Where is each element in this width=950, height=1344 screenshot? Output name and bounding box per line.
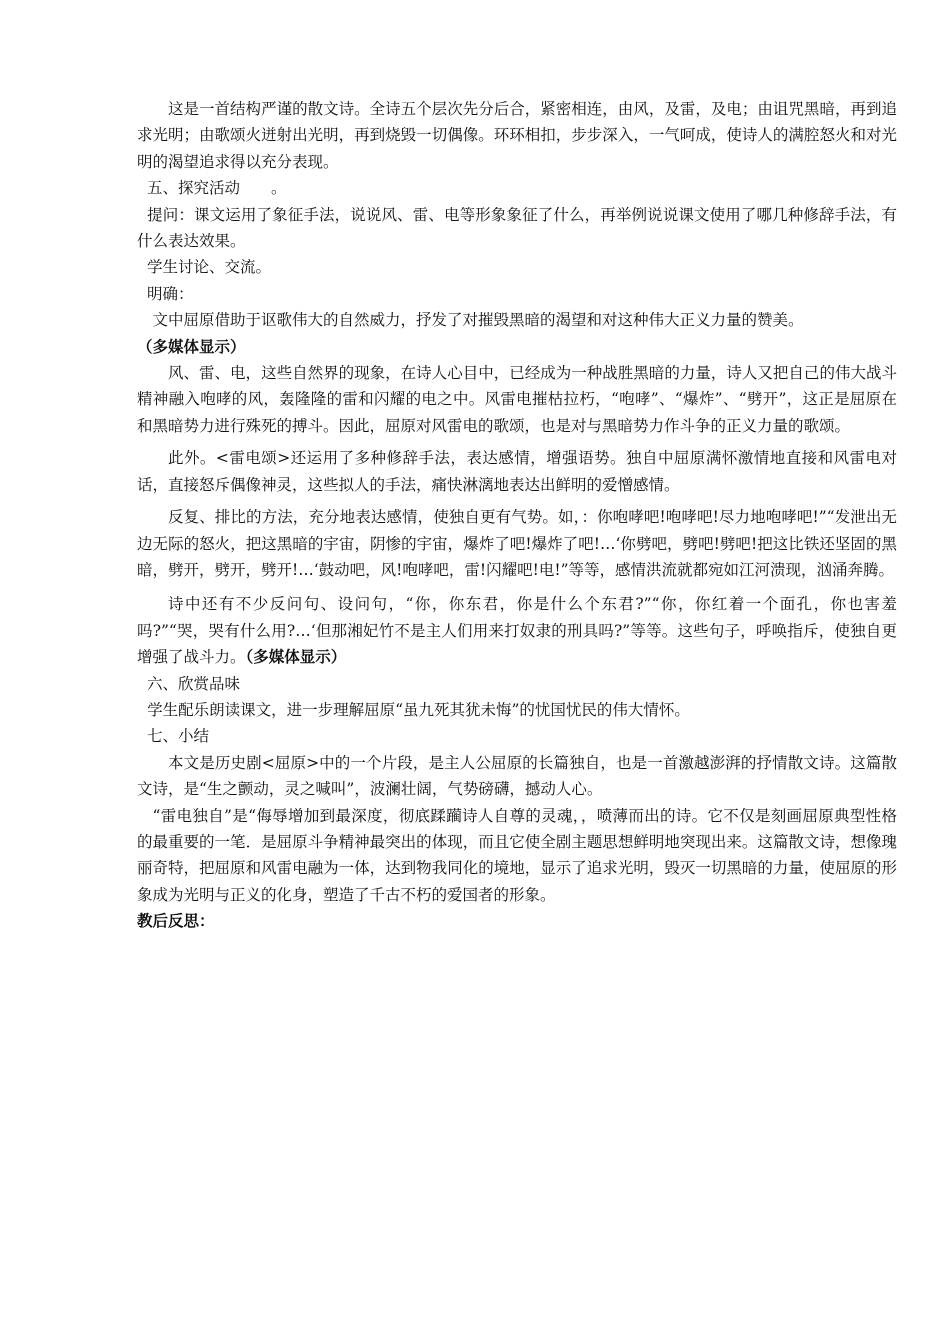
paragraph-structure: 这是一首结构严谨的散文诗。全诗五个层次先分后合，紧密相连，由风，及雷，及电；由诅咒黑暗，再到追求光明；由歌颂火迸射出光明，再到烧毁一切偶像。环环相扣，步步深入，一气呵成，使诗人的满腔怒火和对光明的渴望追求得以充分表现。 bbox=[137, 100, 897, 171]
paragraph-questions-text: 诗中还有不少反问句、设问句，“你，你东君，你是什么个东君?”“你，你红着一个面孔，你也害羞吗?”“哭，哭有什么用?…‘但那湘妃竹不是主人们用来打奴隶的刑具吗?”等等。这些句子，呼唤指斥，使独自更增强了战斗力。 bbox=[137, 595, 897, 667]
section-heading-explore: 五、探究活动 。 bbox=[147, 179, 287, 198]
paragraph-rhetoric: 此外。<雷电颂>还运用了多种修辞手法，表达感情，增强语势。独自中屈原满怀激情地直接和风雷电对话，直接怒斥偶像神灵，这些拟人的手法，痛快淋漓地表达出鲜明的爱憎感情。 bbox=[137, 449, 897, 494]
multimedia-display-label-2: （多媒体显示） bbox=[245, 648, 347, 667]
paragraph-thunder-soliloquy: “雷电独自”是“侮辱增加到最深度，彻底蹂躏诗人自尊的灵魂，，喷薄而出的诗。它不仅是刻画屈原典型性格的最重要的一笔．是屈原斗争精神最突出的体现，而且它使全剧主题思想鲜明地突现出来。这篇散文诗，想像瑰丽奇特，把屈原和风雷电融为一体，达到物我同化的境地，显示了追求光明，毁灭一切黑暗的力量，使屈原的形象成为光明与正义的化身，塑造了千古不朽的爱国者的形象。 bbox=[137, 806, 897, 904]
paragraph-questions bbox=[137, 591, 897, 670]
paragraph-discussion: 学生讨论、交流。 bbox=[147, 258, 272, 277]
paragraph-wind-thunder-lightning: 风、雷、电，这些自然界的现象，在诗人心目中，已经成为一种战胜黑暗的力量，诗人又把自己的伟大战斗精神融入咆哮的风，轰隆隆的雷和闪耀的电之中。风雷电摧枯拉朽，“咆哮”、“爆炸”、“劈开”，这正是屈原在和黑暗势力进行殊死的搏斗。因此，屈原对风雷电的歌颂，也是对与黑暗势力作斗争的正义力量的歌颂。 bbox=[137, 364, 897, 435]
paragraph-reading: 学生配乐朗读课文，进一步理解屈原“虽九死其犹未悔”的忧国忧民的伟大情怀。 bbox=[147, 700, 690, 719]
paragraph-clarify-answer: 文中屈原借助于讴歌伟大的自然威力，抒发了对摧毁黑暗的渴望和对这种伟大正义力量的赞美。 bbox=[152, 311, 804, 330]
paragraph-clarify-label: 明确： bbox=[147, 284, 194, 303]
paragraph-repetition: 反复、排比的方法，充分地表达感情，使独自更有气势。如，：你咆哮吧!咆哮吧!尽力地咆哮吧!”“发泄出无边无际的怒火，把这黑暗的宇宙，阴惨的宇宙，爆炸了吧!爆炸了吧!…‘你劈吧，劈吧!劈吧!把这比铁还坚固的黑暗，劈开，劈开，劈开!…‘鼓动吧，风!咆哮吧，雷!闪耀吧!电!”等等，感情洪流就都宛如江河溃现，汹涌奔腾。 bbox=[137, 508, 897, 579]
post-class-reflection-label: 教后反思： bbox=[137, 912, 215, 931]
document-body bbox=[137, 96, 897, 935]
section-heading-appreciation: 六、欣赏品味 bbox=[147, 674, 241, 693]
multimedia-display-label: （多媒体显示） bbox=[137, 337, 246, 356]
section-heading-summary: 七、小结 bbox=[147, 727, 210, 746]
paragraph-summary: 本文是历史剧<屈原>中的一个片段，是主人公屈原的长篇独自，也是一首激越澎湃的抒情散文诗。这篇散文诗，是“生之颤动，灵之喊叫”，波澜壮阔，气势磅礴，撼动人心。 bbox=[137, 753, 897, 799]
paragraph-question: 提问：课文运用了象征手法，说说风、雷、电等形象象征了什么，再举例说说课文使用了哪几种修辞手法，有什么表达效果。 bbox=[137, 205, 897, 251]
